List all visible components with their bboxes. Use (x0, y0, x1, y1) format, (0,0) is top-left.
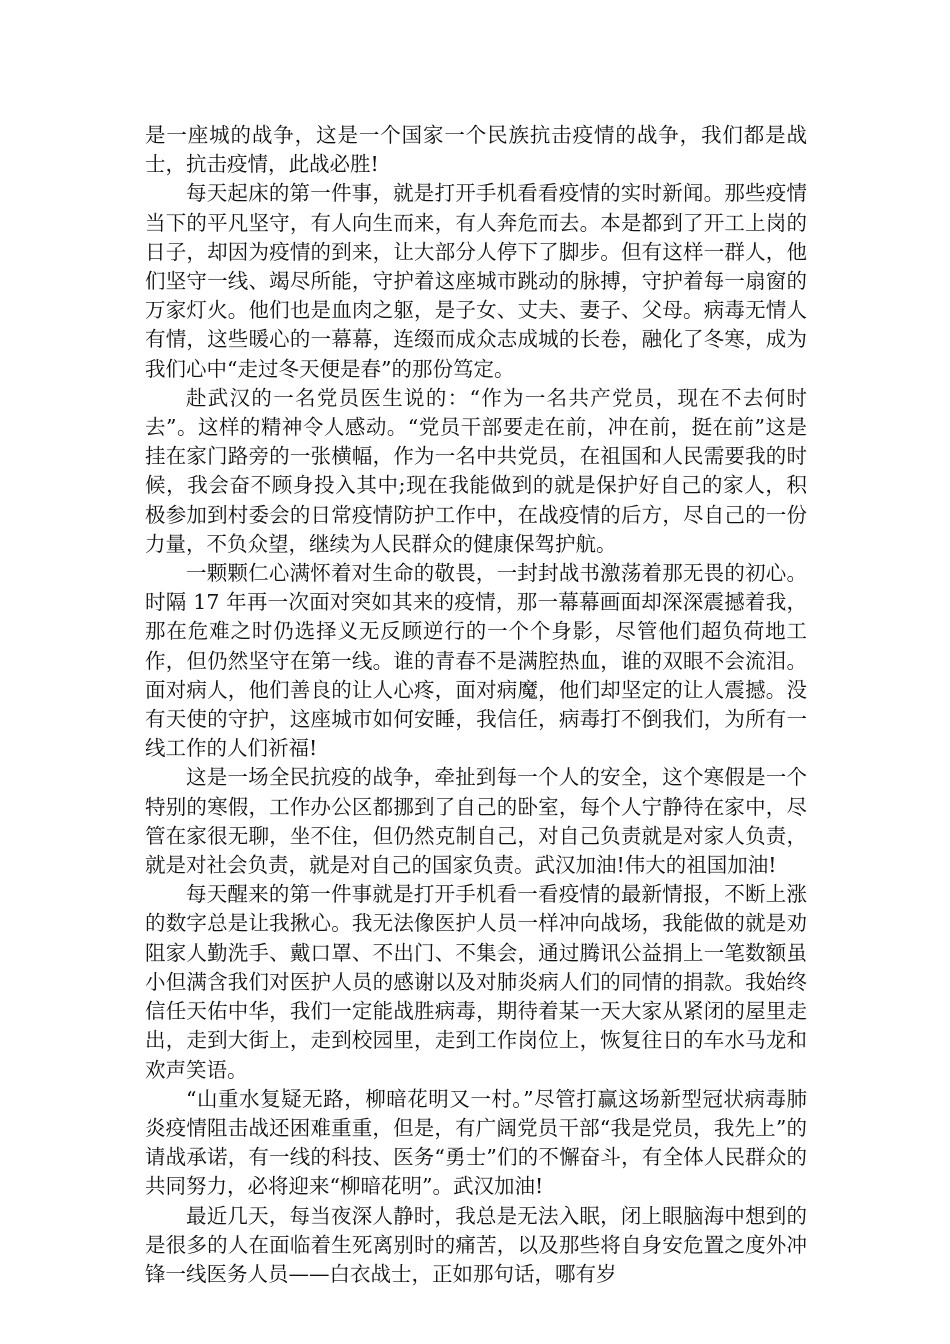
paragraph-6: 每天醒来的第一件事就是打开手机看一看疫情的最新情报，不断上涨的数字总是让我揪心。我无法像医护人员一样冲向战场，我能做的就是劝阻家人勤洗手、戴口罩、不出门、不集会，通过腾讯公益捐上一笔数额虽小但满含我们对医护人员的感谢以及对肺炎病人们的同情的捐款。我始终信任天佑中华，我们一定能战胜病毒，期待着某一天大家从紧闭的屋里走出，走到大街上，走到校园里，走到工作岗位上，恢复往日的车水马龙和欢声笑语。 (145, 882, 807, 1082)
paragraph-3: 赴武汉的一名党员医生说的：“作为一名共产党员，现在不去何时去”。这样的精神令人感动。“党员干部要走在前，冲在前，挺在前”这是挂在家门路旁的一张横幅，作为一名中共党员，在祖国和人民需要我的时候，我会奋不顾身投入其中;现在我能做到的就是保护好自己的家人，积极参加到村委会的日常疫情防护工作中，在战疫情的后方，尽自己的一份力量，不负众望，继续为人民群众的健康保驾护航。 (145, 385, 807, 556)
document-body (145, 121, 807, 1289)
paragraph-1: 是一座城的战争，这是一个国家一个民族抗击疫情的战争，我们都是战士，抗击疫情，此战必胜! (145, 123, 807, 177)
paragraph-4: 一颗颗仁心满怀着对生命的敬畏，一封封战书激荡着那无畏的初心。时隔 17 年再一次面对突如其来的疫情，那一幕幕画面却深深震撼着我，那在危难之时仍选择义无反顾逆行的一个个身影，尽管他们超负荷地工作，但仍然坚守在第一线。谁的青春不是满腔热血，谁的双眼不会流泪。面对病人，他们善良的让人心疼，面对病魔，他们却坚定的让人震撼。没有天使的守护，这座城市如何安睡，我信任，病毒打不倒我们，为所有一线工作的人们祈福! (145, 561, 807, 761)
paragraph-5: 这是一场全民抗疫的战争，牵扯到每一个人的安全，这个寒假是一个特别的寒假，工作办公区都挪到了自己的卧室，每个人宁静待在家中，尽管在家很无聊，坐不住，但仍然克制自己，对自己负责就是对家人负责，就是对社会负责，就是对自己的国家负责。武汉加油!伟大的祖国加油! (145, 765, 807, 878)
paragraph-8: 最近几天，每当夜深人静时，我总是无法入眠，闭上眼脑海中想到的是很多的人在面临着生死离别时的痛苦，以及那些将自身安危置之度外冲锋一线医务人员——白衣战士，正如那句话，哪有岁 (145, 1203, 807, 1286)
paragraph-7: “山重水复疑无路，柳暗花明又一村。”尽管打赢这场新型冠状病毒肺炎疫情阻击战还困难重重，但是，有广阔党员干部“我是党员，我先上”的请战承诺，有一线的科技、医务“勇士”们的不懈奋斗，有全体人民群众的共同努力，必将迎来“柳暗花明”。武汉加油! (145, 1086, 807, 1199)
paragraph-2: 每天起床的第一件事，就是打开手机看看疫情的实时新闻。那些疫情当下的平凡坚守，有人向生而来，有人奔危而去。本是都到了开工上岗的日子，却因为疫情的到来，让大部分人停下了脚步。但有这样一群人，他们坚守一线、竭尽所能，守护着这座城市跳动的脉搏，守护着每一扇窗的万家灯火。他们也是血肉之躯，是子女、丈夫、妻子、父母。病毒无情人有情，这些暖心的一幕幕，连缀而成众志成城的长卷，融化了冬寒，成为我们心中“走过冬天便是春”的那份笃定。 (145, 181, 807, 381)
